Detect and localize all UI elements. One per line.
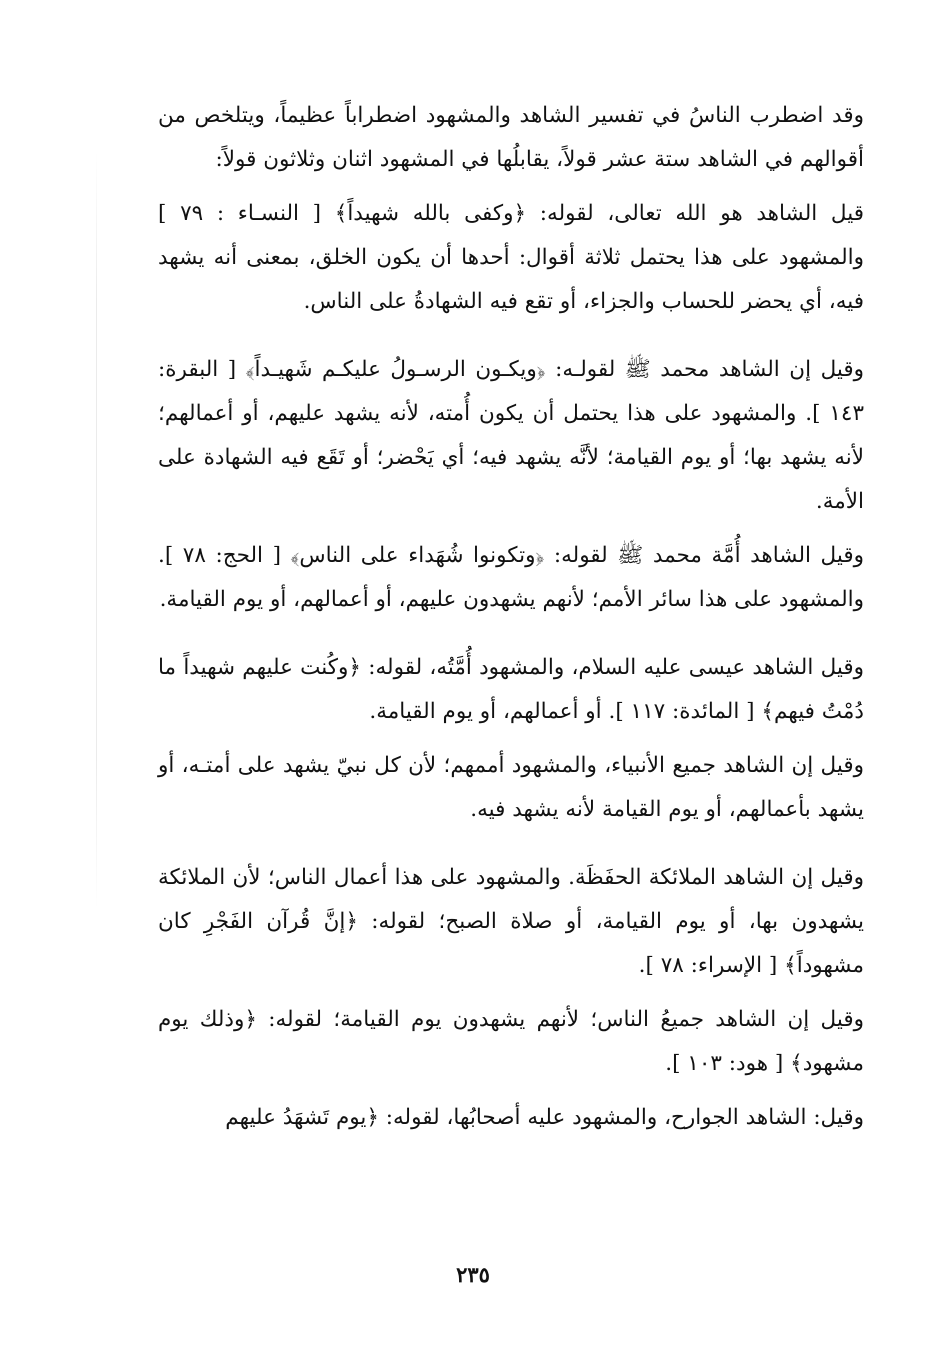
paragraph-prophets-witness: وقيل إن الشاهد جميع الأنبياء، والمشهود أممهم؛ لأن كل نبيّ يشهد على أمتـه، أو يشهد بأعمالهم، أو يوم القيامة لأنه يشهد فيه. [158,753,864,822]
scan-edge-shadow [96,150,97,910]
paragraph-limbs-witness: وقيل: الشاهد الجوارح، والمشهود عليه أصحابُها، لقوله: ﴿يوم تَشهَدُ عليهم [225,1105,864,1130]
paragraph-allah-witness: قيل الشاهد هو الله تعالى، لقوله: ﴿وكفى بالله شهيداً﴾ [ النسـاء : ٧٩ ] والمشهود على هذا يحتمل ثلاثة أقوال: أحدها أن يكون الخلق، بمعنى أنه يشهد فيه، أي يحضر للحساب والجزاء، أو تقع فيه الشهادةُ على الناس. [158,201,864,314]
paragraph-isa-witness: وقيل الشاهد عيسى عليه السلام، والمشهود أُمَّتُه، لقوله: ﴿وكُنت عليهم شهيداً ما دُمْتُ فيهم﴾ [ المائدة: ١١٧ ]. أو أعمالهم، أو يوم القيامة. [158,655,864,724]
paragraph-ummah-witness: وقيل الشاهد أُمَّة محمد ﷺ لقوله: ﴿وتكونوا شُهَداء على الناس﴾ [ الحج: ٧٨ ]. والمشهود على هذا سائر الأمم؛ لأنهم يشهدون عليهم، أو أعمالهم، أو يوم القيامة. [158,543,864,612]
page-number: ٢٣٥ [456,1262,490,1287]
paragraph-angels-witness: وقيل إن الشاهد الملائكة الحفَظَة. والمشهود على هذا أعمال الناس؛ لأن الملائكة يشهدون بها، أو يوم القيامة، أو صلاة الصبح؛ لقوله: ﴿إنَّ قُرآن الفَجْرِ كان مشهوداً﴾ [ الإسراء: ٧٨ ]. [158,865,864,978]
paragraph-intro: وقد اضطرب الناسُ في تفسير الشاهد والمشهود اضطراباً عظيماً، ويتلخص من أقوالهم في الشاهد ستة عشر قولاً، يقابلُها في المشهود اثنان وثلاثون قولاً: [158,103,864,172]
page-body-text [158,94,864,1140]
paragraph-people-witness: وقيل إن الشاهد جميعُ الناس؛ لأنهم يشهدون يوم القيامة؛ لقوله: ﴿وذلك يوم مشهود﴾ [ هود: ١٠٣ ]. [158,1007,864,1076]
paragraph-muhammad-witness: وقيل إن الشاهد محمد ﷺ لقولـه: ﴿ويكـون الرسـولُ عليكـم شَهيـداً﴾ [ البقرة: ١٤٣ ]. والمشهود على هذا يحتمل أن يكون أُمته، لأنه يشهد عليهم، أو أعمالهم؛ لأنه يشهد بها؛ أو يوم القيامة؛ لأنَّه يشهد فيه؛ أي يَحْضر؛ أو تَقَع فيه الشهادة على الأمة. [158,357,864,514]
